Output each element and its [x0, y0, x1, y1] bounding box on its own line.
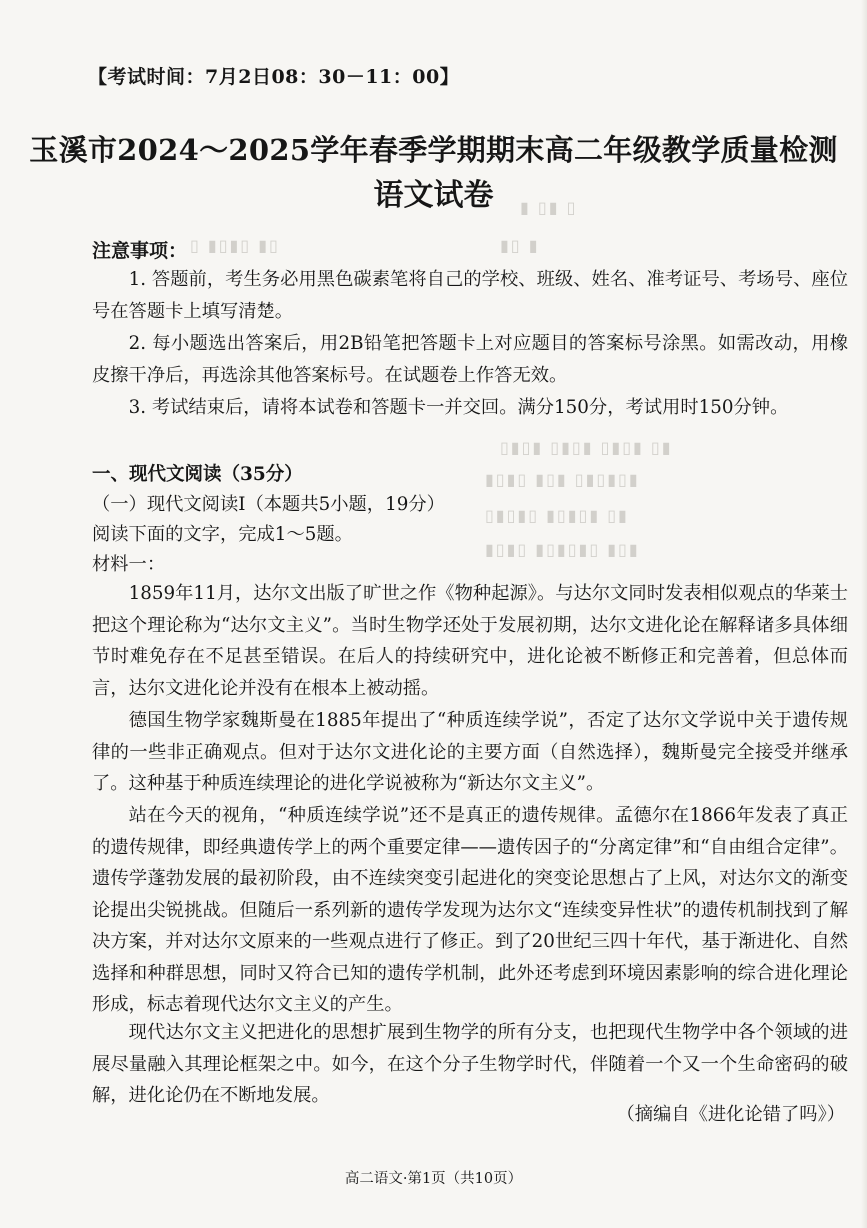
passage-paragraph: 德国生物学家魏斯曼在1885年提出了“种质连续学说”，否定了达尔文学说中关于遗传规律的一些非正确观点。但对于达尔文进化论的主要方面（自然选择），魏斯曼完全接受并继承了。这种基于种质连续理论的进化学说被称为“新达尔文主义”。 — [92, 710, 848, 794]
bleed-through-mark: ▮ ▯▮ ▯ — [520, 198, 578, 217]
bleed-through-mark: ▯▮▯▮▯ ▮▯▮▯▮ ▯▮ — [485, 506, 629, 525]
page-footer: 高二语文·第1页（共10页） — [344, 1171, 523, 1187]
bleed-through-mark: ▯ ▮▯▮▯ ▮▯ — [190, 236, 280, 255]
bleed-through-mark: ▯▮▯▮ ▯▮▯▮ ▯▮▯▮ ▯▮ — [500, 438, 673, 457]
bleed-through-mark: ▮▯▮▯ ▮▯▮ ▯▮▯▮▯▮ — [485, 470, 640, 489]
notice-item: 2. 每小题选出答案后，用2B铅笔把答题卡上对应题目的答案标号涂黑。如需改动，用橡皮擦干净后，再选涂其他答案标号。在试题卷上作答无效。 — [92, 333, 848, 386]
section-heading: 一、现代文阅读（35分） — [92, 464, 303, 485]
bleed-through-mark: ▮▯▮▯ ▮▯▮▯▮▯ ▮▯▮ — [485, 540, 640, 559]
notice-item: 1. 答题前，考生务必用黑色碳素笔将自己的学校、班级、姓名、准考证号、考场号、座位号在答题卡上填写清楚。 — [92, 269, 848, 322]
bleed-through-mark: ▮▯ ▮ — [500, 236, 540, 255]
exam-subtitle: 语文试卷 — [373, 178, 494, 213]
passage-paragraph: 1859年11月，达尔文出版了旷世之作《物种起源》。与达尔文同时发表相似观点的华莱士把这个理论称为“达尔文主义”。当时生物学还处于发展初期，达尔文进化论在解释诸多具体细节时难免存在不足甚至错误。在后人的持续研究中，进化论被不断修正和完善着，但总体而言，达尔文进化论并没有在根本上被动摇。 — [92, 583, 848, 699]
source-citation: （摘编自《进化论错了吗》） — [616, 1104, 845, 1125]
subsection-heading: （一）现代文阅读Ⅰ（本题共5小题，19分） — [92, 494, 445, 515]
exam-time: 【考试时间：7月2日08：30－11：00】 — [88, 66, 460, 88]
passage-paragraph: 站在今天的视角，“种质连续学说”还不是真正的遗传规律。孟德尔在1866年发表了真正的遗传规律，即经典遗传学上的两个重要定律——遗传因子的“分离定律”和“自由组合定律”。遗传学蓬勃发展的最初阶段，由不连续突变引起进化的突变论思想占了上风，对达尔文的渐变论提出尖锐挑战。但随后一系列新的遗传学发现为达尔文“连续变异性状”的遗传机制找到了解决方案，并对达尔文原来的一些观点进行了修正。到了20世纪三四十年代，基于渐进化、自然选择和种群思想，同时又符合已知的遗传学机制，此外还考虑到环境因素影响的综合进化理论形成，标志着现代达尔文主义的产生。 — [92, 805, 848, 1015]
material-label: 材料一： — [92, 554, 166, 575]
passage-paragraph: 现代达尔文主义把进化的思想扩展到生物学的所有分支，也把现代生物学中各个领域的进展尽量融入其理论框架之中。如今，在这个分子生物学时代，伴随着一个又一个生命密码的破解，进化论仍在不断地发展。 — [92, 1022, 848, 1106]
reading-instruction: 阅读下面的文字，完成1～5题。 — [92, 524, 353, 545]
notice-heading: 注意事项： — [92, 240, 188, 262]
scan-edge-shadow — [861, 0, 867, 1228]
notice-item: 3. 考试结束后，请将本试卷和答题卡一并交回。满分150分，考试用时150分钟。 — [128, 397, 789, 418]
exam-title: 玉溪市2024～2025学年春季学期期末高二年级教学质量检测 — [29, 133, 838, 167]
